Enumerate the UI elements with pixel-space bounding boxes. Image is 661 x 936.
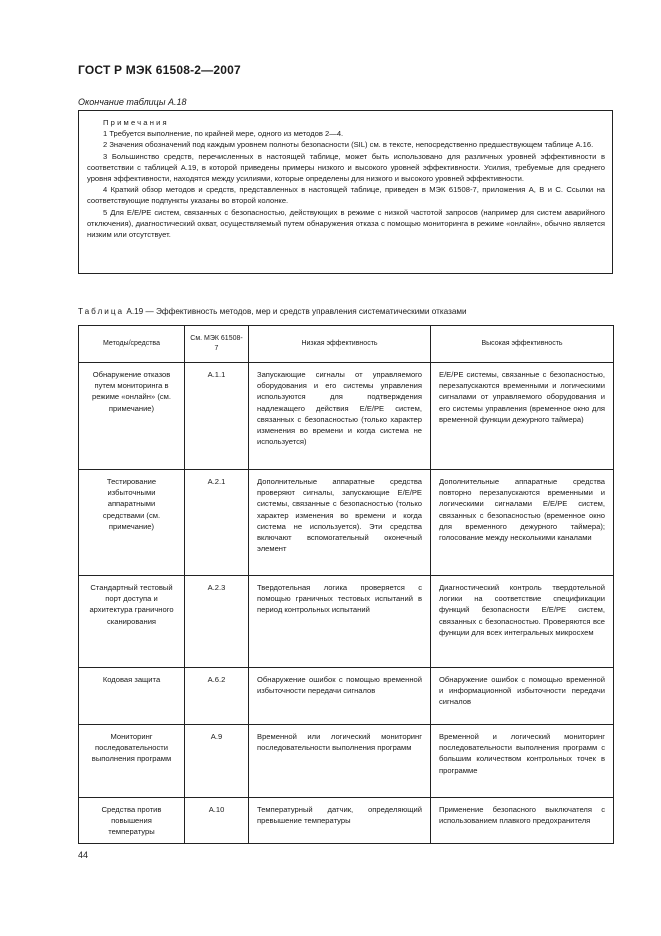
header-methods: Методы/средства [79, 326, 185, 363]
table-continuation-label: Окончание таблицы А.18 [78, 97, 187, 107]
note-item: 2 Значения обозначений под каждым уровнем полноты безопасности (SIL) см. в тексте, непосредственно предшествующем таблице А.16. [103, 140, 594, 150]
high-effectiveness-cell: Временной и логический мониторинг последовательности выполнения программ с большим количеством контрольных точек в программе [431, 725, 614, 798]
effectiveness-table [78, 325, 614, 844]
high-effectiveness-cell: Диагностический контроль твердотельной логики на соответствие спецификации функций безопасности Е/Е/РЕ систем, связанных с безопасностью. Проверяются все функции для всех интегральных микросхем [431, 576, 614, 668]
method-cell: Тестирование избыточными аппаратными средствами (см. примечание) [79, 470, 185, 576]
note-item: 1 Требуется выполнение, по крайней мере, одного из методов 2—4. [103, 129, 344, 139]
table-row [79, 576, 614, 668]
table-header-row [79, 326, 614, 363]
high-effectiveness-cell: Е/Е/РЕ системы, связанные с безопасностью, перезапускаются временными и логическими сигналами от управляемого оборудования и его системы управления (временное окно для временной функции дежурного таймера) [431, 363, 614, 470]
header-reference: См. МЭК 61508-7 [185, 326, 249, 363]
table-row [79, 363, 614, 470]
high-effectiveness-cell: Дополнительные аппаратные средства повторно перезапускаются временными и логическими сигналами Е/Е/РЕ систем, связанных с безопасностью (временное окно для временного дежурного таймера); голосование между несколькими каналами [431, 470, 614, 576]
low-effectiveness-cell: Запускающие сигналы от управляемого оборудования и его системы управления используются для подтверждения надлежащего действия Е/Е/РЕ систем, связанных с безопасностью (только характер изменения во времени и когда система не используется) [249, 363, 431, 470]
reference-cell: А.2.3 [185, 576, 249, 668]
header-low-effectiveness: Низкая эффективность [249, 326, 431, 363]
reference-cell: А.10 [185, 798, 249, 844]
high-effectiveness-cell: Применение безопасного выключателя с использованием плавкого предохранителя [431, 798, 614, 844]
reference-cell: А.6.2 [185, 668, 249, 725]
table-caption-label: Таблица [78, 307, 125, 316]
table-caption-text: А.19 — Эффективность методов, мер и средств управления систематическими отказами [126, 307, 467, 316]
method-cell: Мониторинг последовательности выполнения программ [79, 725, 185, 798]
notes-title: Примечания [103, 118, 169, 127]
note-item: 5 Для Е/Е/РЕ систем, связанных с безопасностью, действующих в режиме с низкой частотой запросов (например для систем аварийного отключения), диагностический охват, осуществляемый путем обнаружения отказа с помощью мониторинга в режиме «онлайн», обычно является низким или отсутствует. [87, 207, 605, 240]
reference-cell: А.2.1 [185, 470, 249, 576]
method-cell: Стандартный тестовый порт доступа и архитектура граничного сканирования [79, 576, 185, 668]
page-number: 44 [78, 850, 89, 860]
reference-cell: А.9 [185, 725, 249, 798]
low-effectiveness-cell: Дополнительные аппаратные средства проверяют сигналы, запускающие Е/Е/РЕ системы, связанные с безопасностью (только характер изменения во времени и когда система не используется). Эти средства включают вспомогательный оконечный элемент [249, 470, 431, 576]
table-row [79, 725, 614, 798]
high-effectiveness-cell: Обнаружение ошибок с помощью временной и информационной избыточности передачи сигналов [431, 668, 614, 725]
low-effectiveness-cell: Обнаружение ошибок с помощью временной избыточности передачи сигналов [249, 668, 431, 725]
reference-cell: А.1.1 [185, 363, 249, 470]
low-effectiveness-cell: Временной или логический мониторинг последовательности выполнения программ [249, 725, 431, 798]
note-item: 4 Краткий обзор методов и средств, представленных в настоящей таблице, приведен в МЭК 61508-7, приложения А, В и С. Ссылки на соответствующие подпункты указаны во второй колонке. [87, 185, 605, 206]
method-cell: Обнаружение отказов путем мониторинга в режиме «онлайн» (см. примечание) [79, 363, 185, 470]
table-row [79, 470, 614, 576]
table-row [79, 798, 614, 844]
header-high-effectiveness: Высокая эффективность [431, 326, 614, 363]
note-item: 3 Большинство средств, перечисленных в настоящей таблице, может быть использовано для различных уровней эффективности в соответствии с таблицей А.19, в которой приведены примеры низкого и высокого уровней эффективности. Усилия, требуемые для среднего уровня эффективности, находятся между усилиями, которые определены для низкого и высокого уровней эффективности. [87, 151, 605, 184]
method-cell: Средства против повышения температуры [79, 798, 185, 844]
low-effectiveness-cell: Твердотельная логика проверяется с помощью граничных тестовых испытаний в период контрольных испытаний [249, 576, 431, 668]
notes-box [78, 110, 613, 274]
table-row [79, 668, 614, 725]
method-cell: Кодовая защита [79, 668, 185, 725]
low-effectiveness-cell: Температурный датчик, определяющий превышение температуры [249, 798, 431, 844]
document-header: ГОСТ Р МЭК 61508-2—2007 [78, 63, 241, 77]
table-caption [78, 307, 467, 316]
